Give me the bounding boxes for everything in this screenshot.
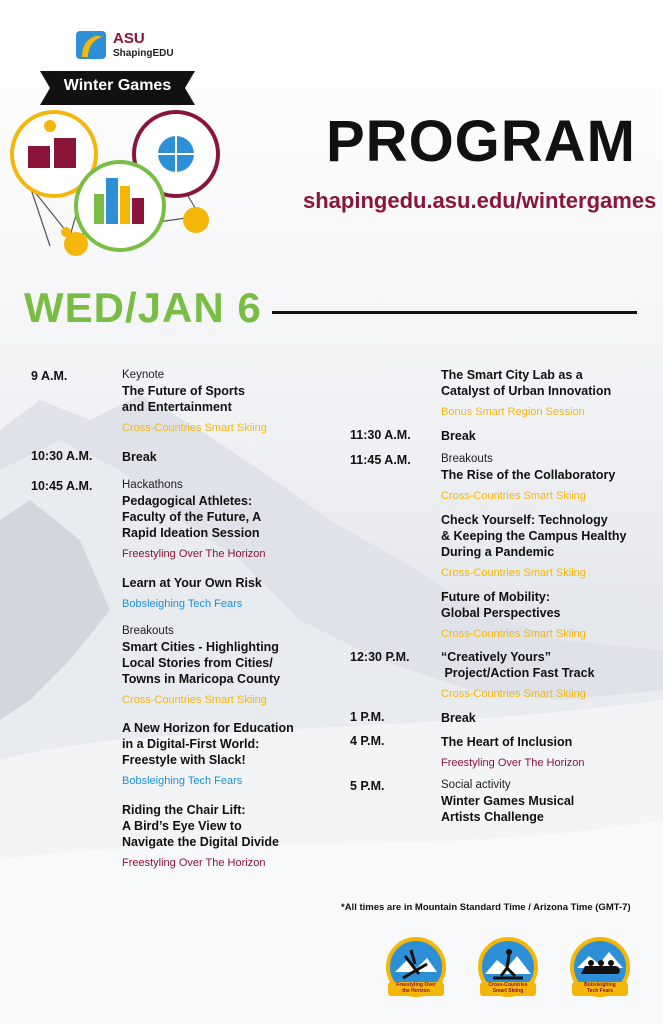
session-label: Breakouts	[122, 625, 174, 637]
time-5pm: 5 P.M.	[350, 779, 385, 793]
session-title: Break	[441, 429, 476, 443]
time-1pm: 1 P.M.	[350, 710, 385, 724]
badge-label: Freestyling Over the Horizon	[396, 982, 436, 994]
session-track: Cross-Countries Smart Skiing	[122, 694, 267, 706]
session-future-of-mobility	[441, 589, 651, 641]
badge-cross-countries	[473, 934, 543, 1004]
date-divider	[272, 311, 637, 314]
time-1045am: 10:45 A.M.	[31, 479, 93, 493]
session-track: Bobsleighing Tech Fears	[122, 598, 243, 610]
session-label: Keynote	[122, 369, 165, 381]
badge-bobsleighing	[565, 934, 635, 1004]
session-label: Social activity	[441, 779, 511, 791]
session-title: The Rise of the Collaboratory	[441, 468, 616, 482]
session-title: The Heart of Inclusion	[441, 735, 573, 749]
session-track: Freestyling Over The Horizon	[122, 548, 266, 560]
session-title: The Future of Sports and Entertainment	[122, 384, 245, 414]
page-title: PROGRAM	[326, 109, 636, 174]
session-title: Pedagogical Athletes: Faculty of the Future, A Rapid Ideation Session	[122, 494, 262, 540]
date-heading: WED/JAN 6	[24, 284, 262, 331]
session-title: The Smart City Lab as a Catalyst of Urban Innovation	[441, 368, 612, 398]
badge-label: Bobsleighing Tech Fears	[584, 982, 616, 994]
session-title: Break	[441, 711, 476, 725]
badge-label: Cross-Countries Smart Skiing	[488, 982, 528, 994]
website-url[interactable]: shapingedu.asu.edu/wintergames	[303, 188, 657, 213]
session-title: Future of Mobility: Global Perspectives	[441, 590, 561, 620]
session-new-horizon	[122, 720, 337, 788]
time-1145am: 11:45 A.M.	[350, 453, 411, 467]
session-track: Cross-Countries Smart Skiing	[122, 422, 267, 434]
session-track: Cross-Countries Smart Skiing	[441, 688, 586, 700]
shapingedu-logo-icon	[74, 27, 110, 63]
winter-games-label: Winter Games	[63, 77, 172, 94]
session-title: Smart Cities - Highlighting Local Stories from Cities/ Towns in Maricopa County	[122, 640, 281, 686]
time-9am: 9 A.M.	[31, 369, 68, 383]
session-title: “Creatively Yours” Project/Action Fast Track	[441, 650, 595, 680]
smart-city-illustration	[10, 106, 222, 258]
session-break-1	[122, 449, 337, 465]
logo-shapingedu: ShapingEDU	[113, 48, 174, 59]
session-social-activity	[441, 778, 651, 825]
badge-freestyling	[381, 934, 451, 1004]
session-break-3	[441, 710, 656, 726]
time-1130am: 11:30 A.M.	[350, 428, 411, 442]
session-heart-of-inclusion	[441, 734, 651, 770]
session-track: Bonus Smart Region Session	[441, 406, 585, 418]
session-keynote	[122, 368, 337, 435]
session-smart-city-lab	[441, 367, 651, 419]
session-smart-cities	[122, 624, 337, 707]
session-track: Cross-Countries Smart Skiing	[441, 628, 586, 640]
session-title: Riding the Chair Lift: A Bird’s Eye View to Navigate the Digital Divide	[122, 803, 279, 849]
time-1030am: 10:30 A.M.	[31, 449, 93, 463]
session-track: Cross-Countries Smart Skiing	[441, 490, 586, 502]
session-title: Break	[122, 450, 157, 464]
session-track: Freestyling Over The Horizon	[441, 757, 585, 769]
session-creatively-yours	[441, 649, 651, 701]
session-title: A New Horizon for Education in a Digital-First World: Freestyle with Slack!	[122, 721, 294, 767]
session-collaboratory	[441, 452, 651, 503]
session-hackathons	[122, 478, 337, 561]
session-track: Freestyling Over The Horizon	[122, 857, 266, 869]
session-label: Breakouts	[441, 453, 493, 465]
session-chair-lift	[122, 802, 337, 870]
session-title: Winter Games Musical Artists Challenge	[441, 794, 575, 824]
time-4pm: 4 P.M.	[350, 734, 385, 748]
session-track: Cross-Countries Smart Skiing	[441, 567, 586, 579]
session-break-2	[441, 428, 656, 444]
session-label: Hackathons	[122, 479, 183, 491]
session-title: Check Yourself: Technology & Keeping the Campus Healthy During a Pandemic	[441, 513, 627, 559]
logo-asu: ASU	[113, 30, 145, 47]
timezone-footnote: *All times are in Mountain Standard Time / Arizona Time (GMT-7)	[341, 902, 631, 913]
session-track: Bobsleighing Tech Fears	[122, 775, 243, 787]
session-check-yourself	[441, 512, 651, 580]
time-1230pm: 12:30 P.M.	[350, 650, 410, 664]
session-learn-at-your-own-risk	[122, 575, 337, 611]
session-title: Learn at Your Own Risk	[122, 576, 262, 590]
